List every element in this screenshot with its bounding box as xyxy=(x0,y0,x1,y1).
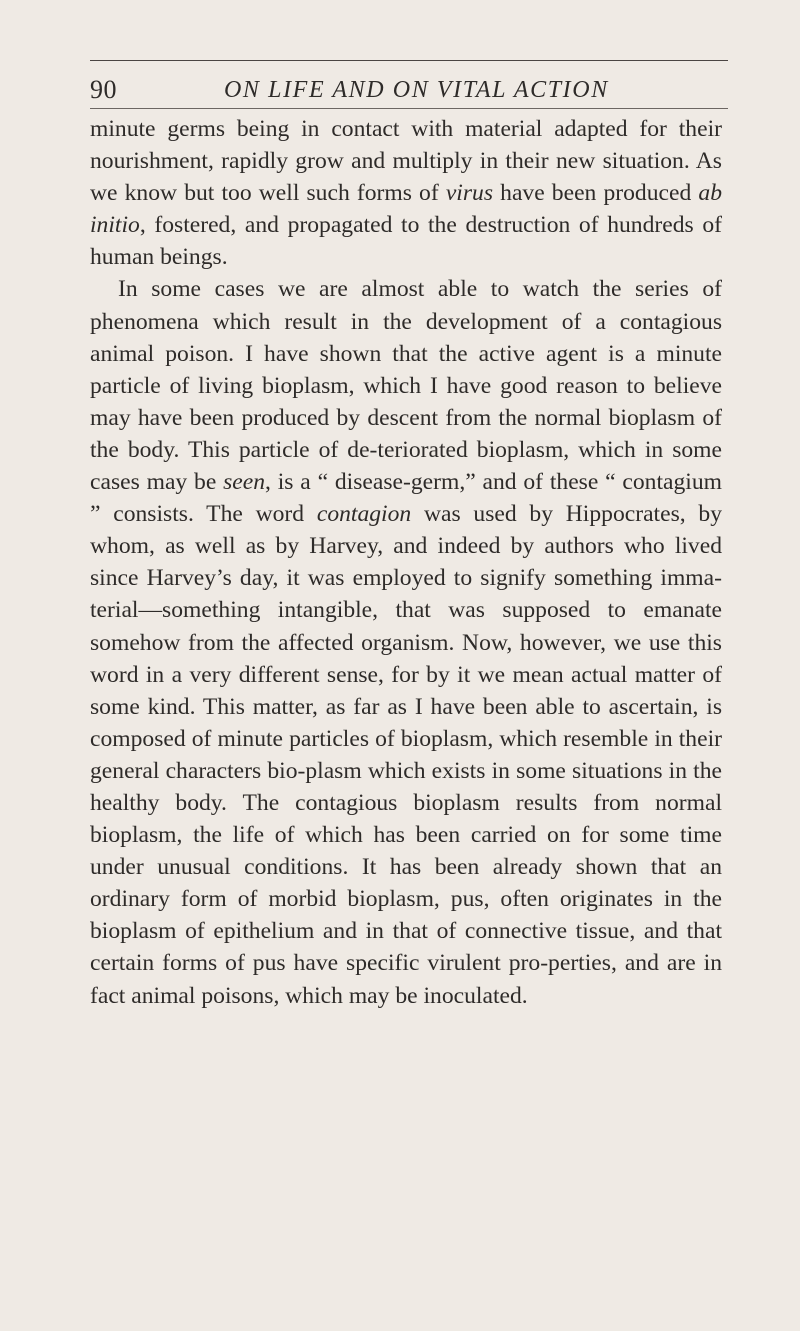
paragraph-1-italic-virus: virus xyxy=(445,180,494,207)
paragraph-2-italic-seen: seen xyxy=(223,469,266,496)
paragraph-2 xyxy=(90,273,722,1011)
header-rule-bottom xyxy=(90,108,728,109)
page-number: 90 xyxy=(90,75,117,104)
paragraph-1-text-e: , fostered, and propagated to the destruction of hundreds of human beings. xyxy=(90,212,722,271)
body-text xyxy=(90,113,722,1012)
paragraph-2-text-e: was used by Hippocrates, by whom, as well as by Harvey, and indeed by authors who lived since Harvey’s day, it was employed to signify something imma-terial—something intangible, that was supposed to emanate somehow from the affected organism. Now, however, we use this word in a very different sense, for by it we mean actual matter of some kind. This matter, as far as I have been able to ascertain, is composed of minute particles of bioplasm, which resemble in their general characters bio-plasm which exists in some situations in the healthy body. The contagious bioplasm results from normal bioplasm, the life of which has been carried on for some time under unusual conditions. It has been already shown that an ordinary form of morbid bioplasm, pus, often originates in the bioplasm of epithelium and in that of connective tissue, and that certain forms of pus have specific virulent pro-perties, and are in fact animal poisons, which may be inoculated. xyxy=(90,501,722,1009)
paragraph-1-text-a: minute germs being in contact with material adapted for their nourishment, rapidly grow and multiply in their new situation. As we know but too well such forms of xyxy=(90,116,722,207)
paragraph-2-text-a: In some cases we are almost able to watch the series of phenomena which result in the development of a contagious animal poison. I have shown that the active agent is a minute particle of living bioplasm, which I have good reason to believe may have been produced by descent from the normal bioplasm of the body. This particle of de-teriorated bioplasm, which in some cases may be xyxy=(90,276,722,496)
paragraph-1 xyxy=(90,113,722,273)
paragraph-1-text-c: have been produced xyxy=(493,180,699,207)
header-rule-top xyxy=(90,60,728,61)
paragraph-2-text-c: , is a “ disease-germ,” and of these “ contagium ” consists. The word xyxy=(90,469,723,528)
running-title: ON LIFE AND ON VITAL ACTION xyxy=(224,77,609,103)
running-header xyxy=(90,74,728,106)
paragraph-1-italic-ab-initio: ab initio xyxy=(90,180,722,239)
paragraph-2-italic-contagion: contagion xyxy=(316,501,412,528)
